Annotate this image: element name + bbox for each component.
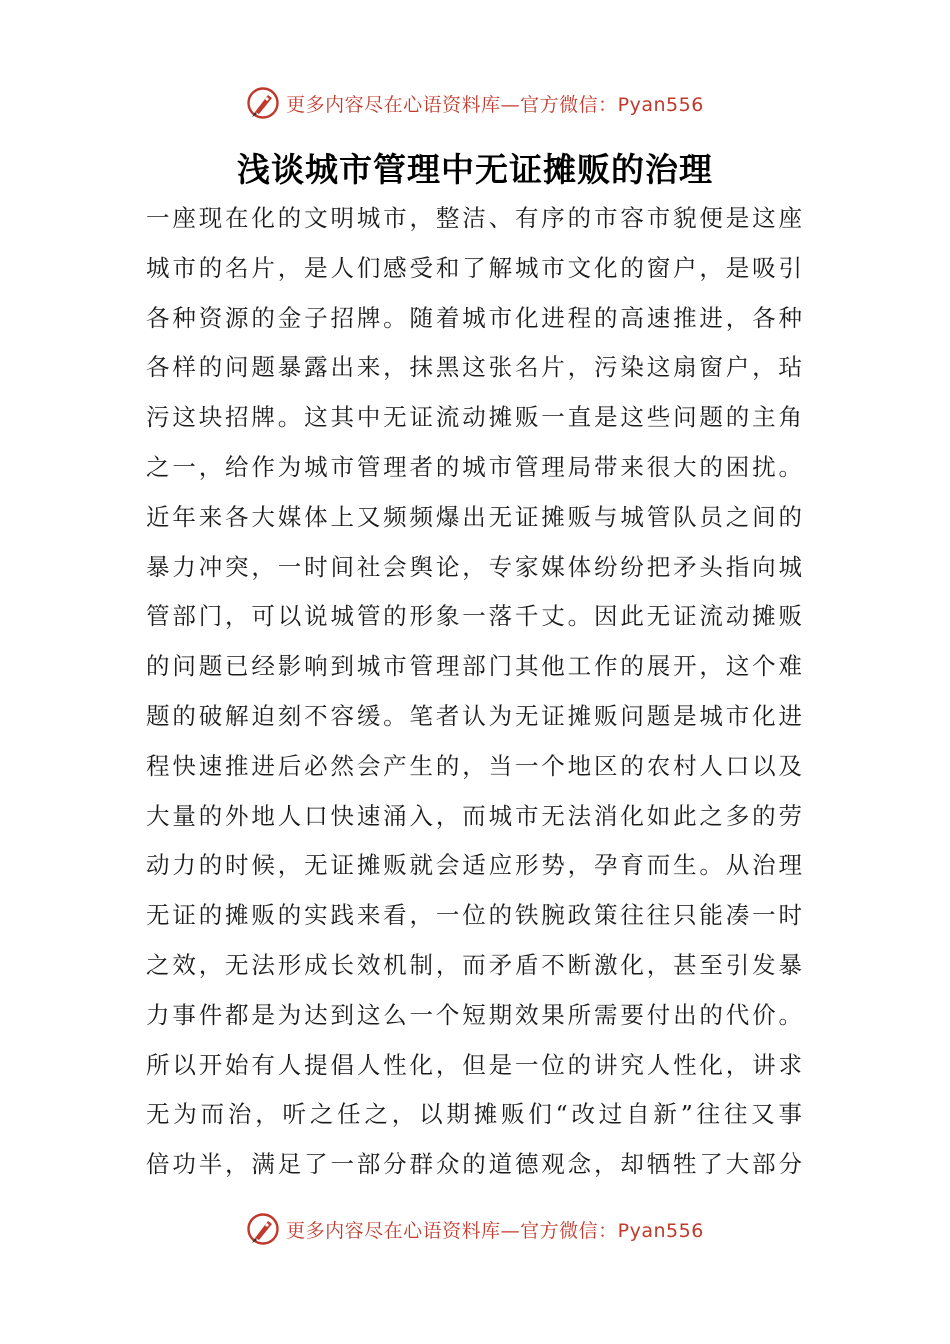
header-wechat-id: Pyan556 (617, 93, 704, 116)
body-line: 无证的摊贩的实践来看，一位的铁腕政策往往只能凑一时 (146, 901, 802, 930)
body-line: 所以开始有人提倡人性化，但是一位的讲究人性化，讲求 (146, 1050, 802, 1079)
document-title: 浅谈城市管理中无证摊贩的治理 (237, 150, 713, 189)
body-line: 近年来各大媒体上又频频爆出无证摊贩与城管队员之间的 (146, 502, 802, 531)
body-line: 大量的外地人口快速涌入，而城市无法消化如此之多的劳 (146, 801, 802, 830)
body-line: 污这块招牌。这其中无证流动摊贩一直是这些问题的主角 (146, 403, 802, 432)
body-line: 各种资源的金子招牌。随着城市化进程的高速推进，各种 (146, 303, 802, 332)
body-line: 的问题已经影响到城市管理部门其他工作的展开，这个难 (146, 652, 802, 681)
body-line: 暴力冲突，一时间社会舆论，专家媒体纷纷把矛头指向城 (146, 552, 802, 581)
pen-nib-circle-icon (246, 1212, 280, 1246)
footer-banner-text (286, 1216, 704, 1243)
body-line: 无为而治，听之任之，以期摊贩们“改过自新”往往又事 (146, 1100, 802, 1129)
footer-wechat-id: Pyan556 (617, 1219, 704, 1242)
header-banner-text (286, 90, 704, 117)
body-line: 各样的问题暴露出来，抹黑这张名片，污染这扇窗户，玷 (146, 353, 802, 382)
body-line: 管部门，可以说城管的形象一落千丈。因此无证流动摊贩 (146, 602, 802, 631)
pen-nib-circle-icon (246, 86, 280, 120)
body-line: 程快速推进后必然会产生的，当一个地区的农村人口以及 (146, 751, 802, 780)
body-line: 力事件都是为达到这么一个短期效果所需要付出的代价。 (146, 1000, 802, 1029)
body-line: 城市的名片，是人们感受和了解城市文化的窗户，是吸引 (146, 253, 802, 282)
body-line: 倍功半，满足了一部分群众的道德观念，却牺牲了大部分 (146, 1150, 802, 1179)
body-line: 之一，给作为城市管理者的城市管理局带来很大的困扰。 (146, 452, 802, 481)
body-line: 动力的时候，无证摊贩就会适应形势，孕育而生。从治理 (146, 851, 802, 880)
footer-banner-label: 更多内容尽在心语资料库—官方微信： (286, 1219, 618, 1242)
body-line: 一座现在化的文明城市，整洁、有序的市容市貌便是这座 (146, 204, 802, 232)
footer-banner (0, 1209, 950, 1249)
body-line: 之效，无法形成长效机制，而矛盾不断激化，甚至引发暴 (146, 950, 802, 979)
header-banner (0, 83, 950, 123)
body-line: 题的破解迫刻不容缓。笔者认为无证摊贩问题是城市化进 (146, 701, 802, 730)
header-banner-label: 更多内容尽在心语资料库—官方微信： (286, 93, 618, 116)
document-body (146, 194, 802, 1190)
